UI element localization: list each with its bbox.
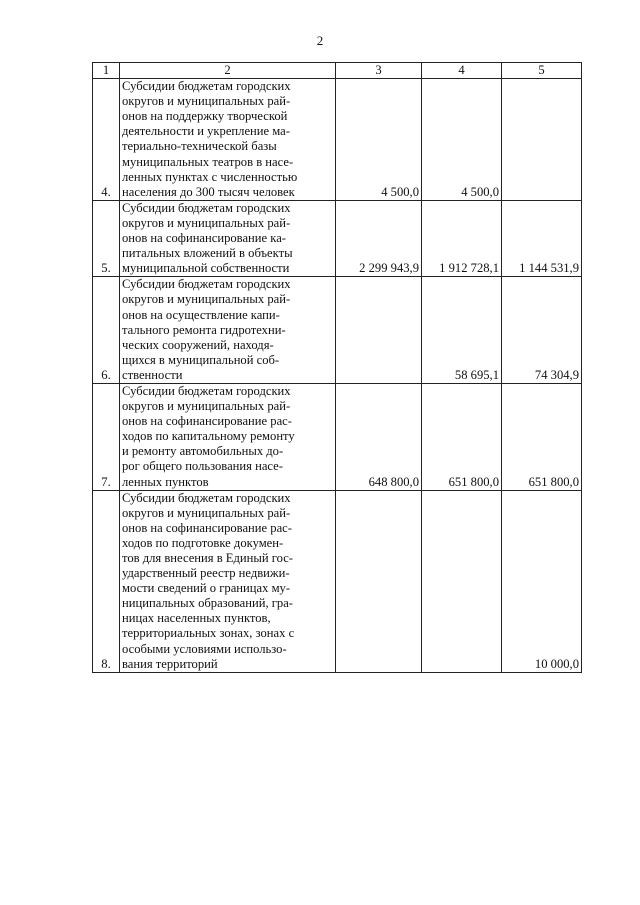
description-line: ходов по капитальному ремонту [122, 429, 295, 444]
description-line: округов и муниципальных рай- [122, 292, 291, 307]
row-description [120, 79, 336, 201]
description-line: тального ремонта гидротехни- [122, 322, 286, 337]
description-line: ственности [122, 367, 183, 382]
description-line: округов и муниципальных рай- [122, 505, 291, 520]
amount-v5: 1 144 531,9 [502, 200, 582, 276]
amount-v3: 2 299 943,9 [336, 200, 422, 276]
description-line: населения до 300 тысяч человек [122, 184, 295, 199]
description-line: округов и муниципальных рай- [122, 94, 291, 109]
description-line: онов на поддержку творческой [122, 109, 288, 124]
page-number: 2 [316, 33, 324, 48]
header-cell: 4 [422, 63, 502, 79]
description-line: тов для внесения в Единый гос- [122, 551, 293, 565]
header-cell: 3 [336, 63, 422, 79]
description-line: онов на софинансирование ка- [122, 231, 286, 246]
table-row [93, 277, 582, 384]
description-line: Субсидии бюджетам городских [122, 200, 291, 215]
description-line: ницах населенных пунктов, [122, 611, 271, 626]
description-line: ленных пунктах с численностью [122, 169, 298, 184]
description-line: мости сведений о границах му- [122, 581, 291, 596]
header-cell: 2 [120, 63, 336, 79]
row-number: 8. [93, 490, 120, 672]
description-line: ходов по подготовке докумен- [122, 535, 284, 550]
description-line: и ремонту автомобильных до- [122, 444, 284, 459]
header-cell: 1 [93, 63, 120, 79]
description-line: деятельности и укрепление ма- [122, 124, 290, 139]
amount-v5: 74 304,9 [502, 277, 582, 384]
row-description [120, 383, 336, 490]
description-line: муниципальной собственности [122, 261, 290, 276]
description-line: Субсидии бюджетам городских [122, 277, 291, 292]
description-line: ударственный реестр недвижи- [122, 566, 290, 581]
description-line: территориальных зонах, зонах с [122, 626, 295, 641]
description-line: Субсидии бюджетам городских [122, 383, 291, 398]
description-line: особыми условиями использо- [122, 641, 287, 656]
row-number: 5. [93, 200, 120, 276]
row-description [120, 277, 336, 384]
table-row [93, 79, 582, 201]
row-number: 7. [93, 383, 120, 490]
description-line: рог общего пользования насе- [122, 459, 283, 474]
description-line: Субсидии бюджетам городских [122, 79, 291, 94]
description-line: щихся в муниципальной соб- [122, 352, 280, 367]
amount-v5 [502, 79, 582, 201]
description-line: Субсидии бюджетам городских [122, 490, 291, 505]
amount-v3: 648 800,0 [336, 383, 422, 490]
amount-v5: 651 800,0 [502, 383, 582, 490]
row-description [120, 490, 336, 672]
description-line: округов и муниципальных рай- [122, 399, 291, 414]
amount-v5: 10 000,0 [502, 490, 582, 672]
header-cell: 5 [502, 63, 582, 79]
description-line: ческих сооружений, находя- [122, 337, 274, 352]
row-description [120, 200, 336, 276]
row-number: 6. [93, 277, 120, 384]
amount-v4 [422, 490, 502, 672]
table-row [93, 383, 582, 490]
description-line: питальных вложений в объекты [122, 246, 293, 261]
description-line: ленных пунктов [122, 474, 209, 489]
amount-v3: 4 500,0 [336, 79, 422, 201]
description-line: онов на софинансирование рас- [122, 414, 292, 429]
description-line: онов на софинансирование рас- [122, 520, 292, 535]
amount-v3 [336, 277, 422, 384]
description-line: вания территорий [122, 656, 218, 671]
amount-v4: 58 695,1 [422, 277, 502, 384]
budget-table [92, 62, 582, 673]
description-line: териально-технической базы [122, 139, 277, 154]
amount-v4: 1 912 728,1 [422, 200, 502, 276]
table-row [93, 200, 582, 276]
table-row [93, 490, 582, 672]
table-header-row [93, 63, 582, 79]
description-line: онов на осуществление капи- [122, 307, 280, 322]
amount-v4: 651 800,0 [422, 383, 502, 490]
row-number: 4. [93, 79, 120, 201]
description-line: муниципальных театров в насе- [122, 154, 294, 169]
amount-v4: 4 500,0 [422, 79, 502, 201]
description-line: округов и муниципальных рай- [122, 215, 291, 230]
description-line: ниципальных образований, гра- [122, 596, 293, 611]
amount-v3 [336, 490, 422, 672]
